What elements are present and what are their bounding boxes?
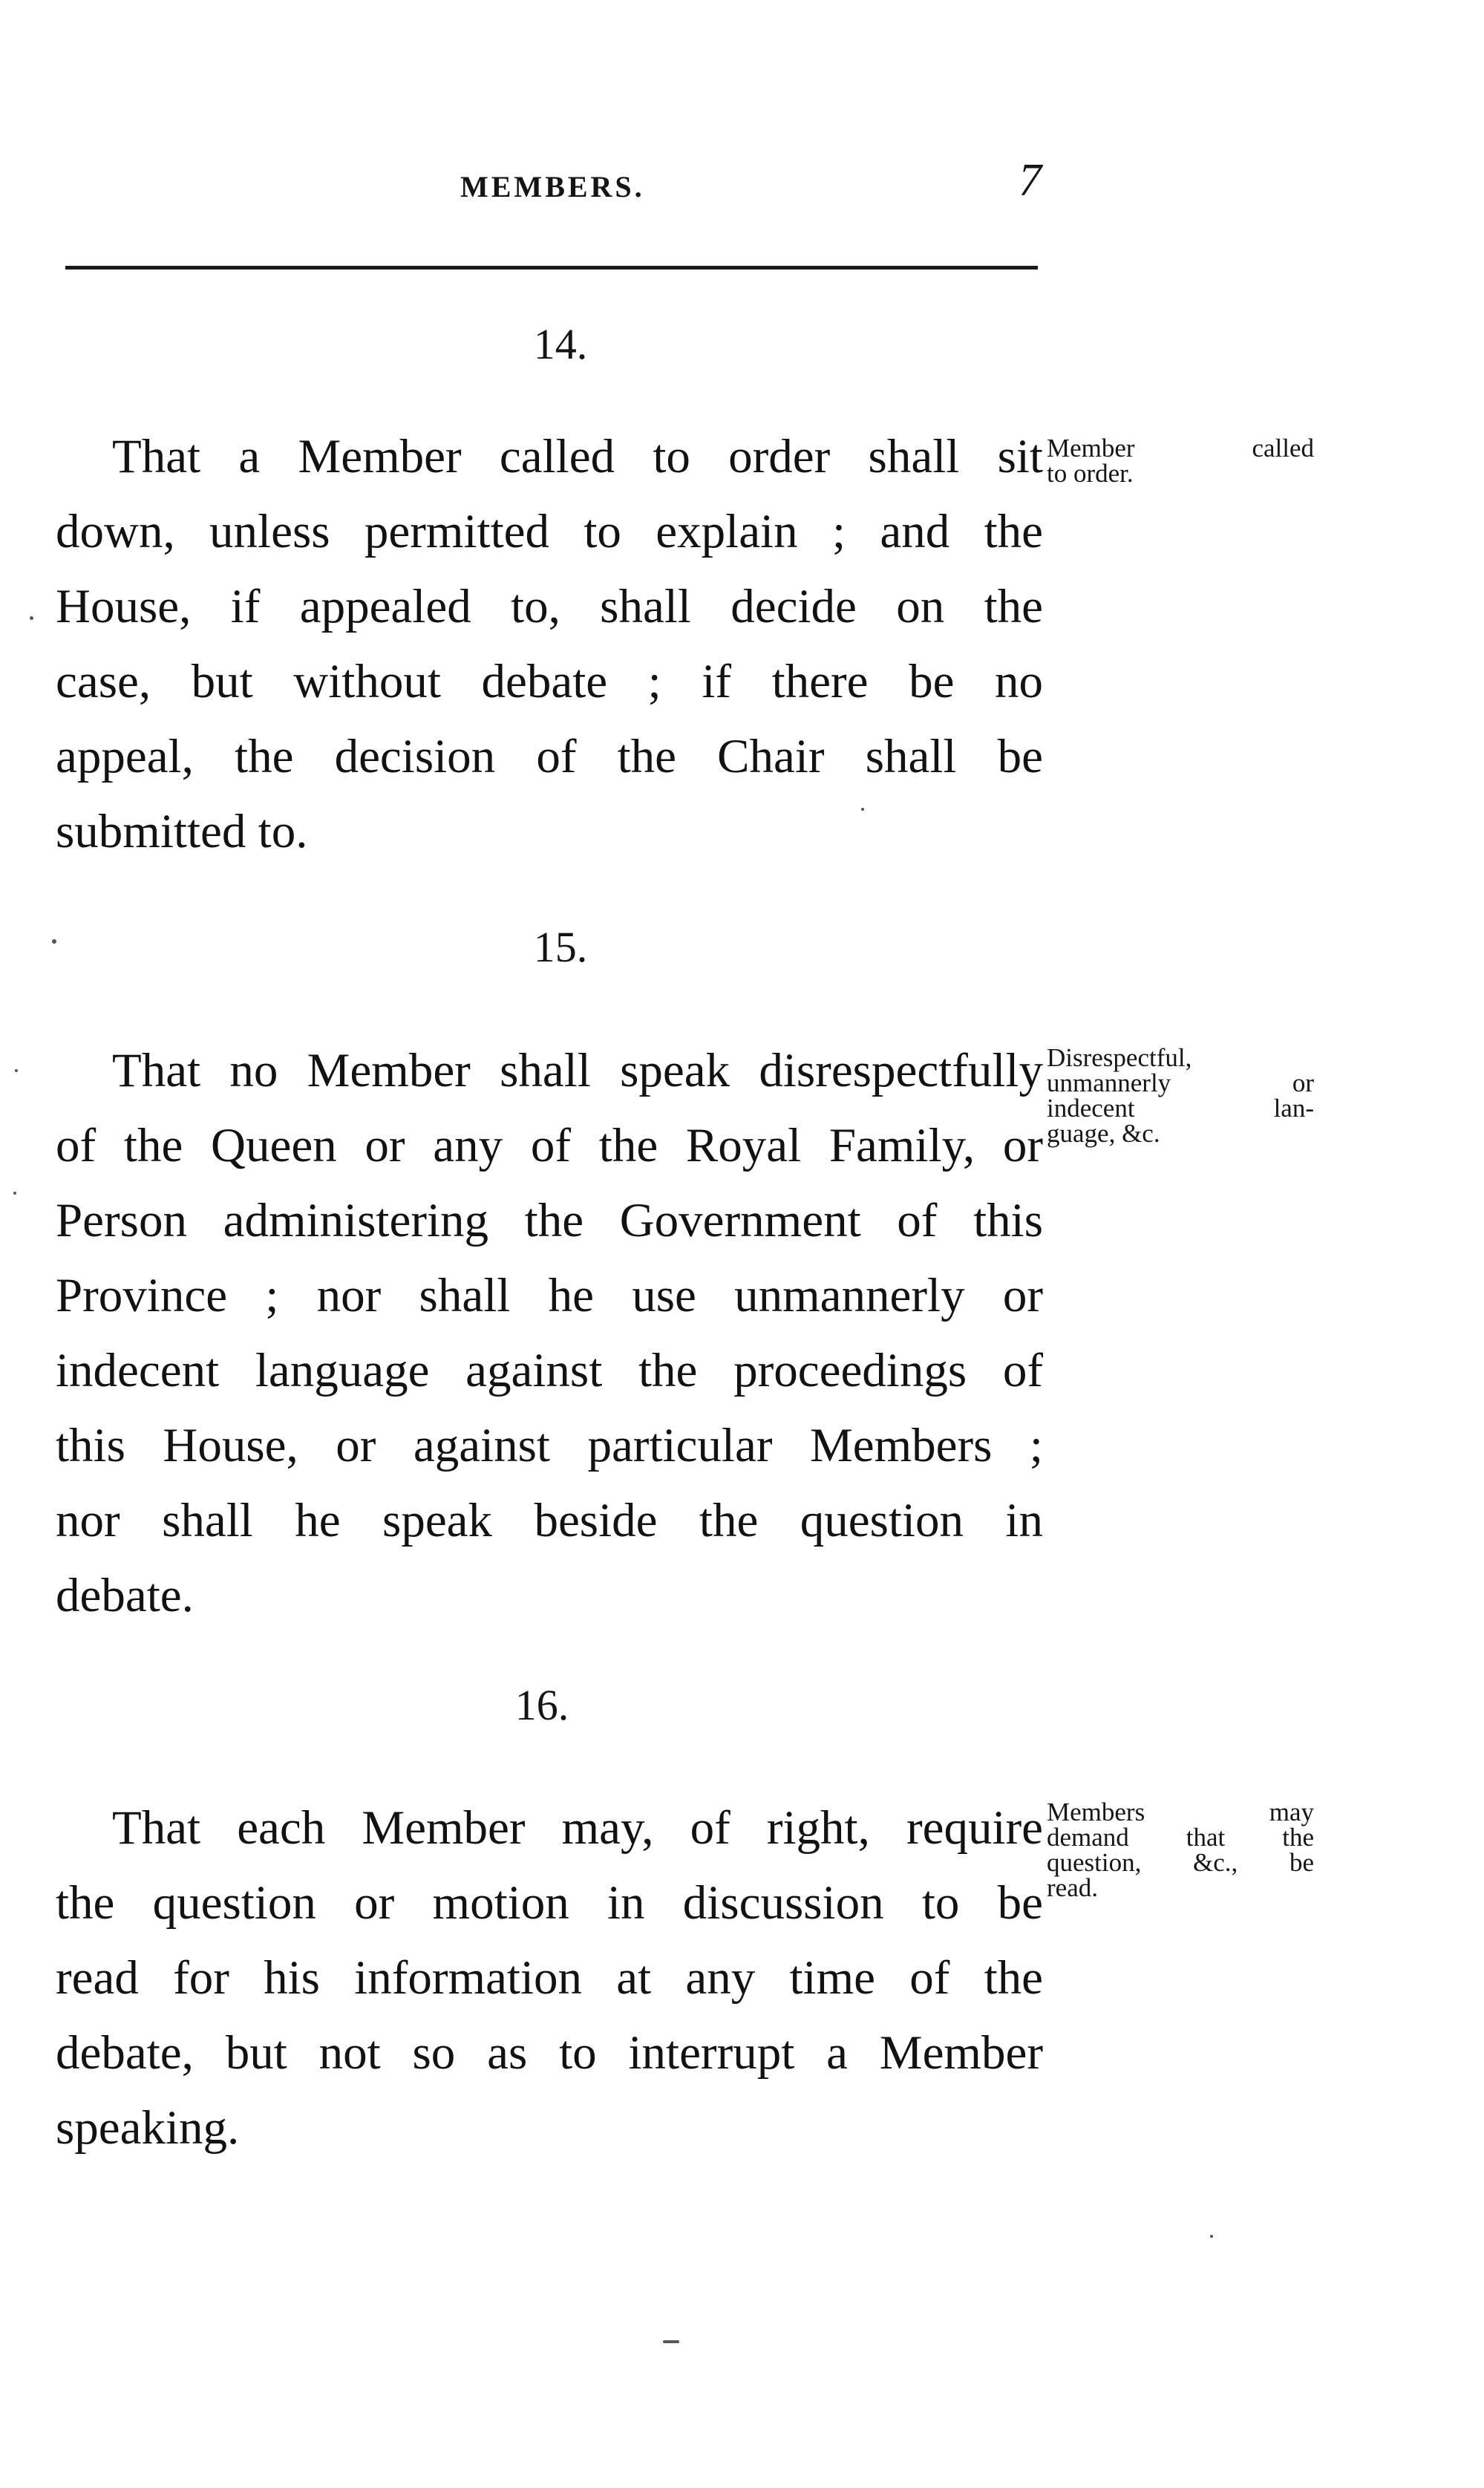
side-note-line: read. <box>1047 1873 1098 1902</box>
side-note-line: guage, &c. <box>1047 1119 1160 1148</box>
text-line: Province ; nor shall he use unmannerly or <box>56 1269 1043 1322</box>
side-note-line: unmannerly or <box>1047 1068 1314 1097</box>
text-line: read for his information at any time of the <box>56 1951 1043 2005</box>
section-number-14: 14. <box>533 320 588 368</box>
text-line: this House, or against particular Members ; <box>56 1419 1043 1472</box>
side-note-line: Members may <box>1047 1798 1314 1826</box>
text-line: indecent language against the proceedings of <box>56 1344 1043 1397</box>
scan-speck <box>861 808 864 811</box>
text-line: case, but without debate ; if there be no <box>56 655 1043 708</box>
side-note-line: Disrespectful, <box>1047 1043 1192 1072</box>
side-note-line: Member called <box>1047 434 1314 463</box>
text-line: debate. <box>56 1569 194 1622</box>
text-line: That a Member called to order shall sit <box>112 430 1043 483</box>
scan-speck <box>30 616 33 620</box>
running-head: MEMBERS. <box>460 170 645 203</box>
text-line: appeal, the decision of the Chair shall be <box>56 730 1043 783</box>
section-15-text <box>56 1034 1043 1633</box>
side-note-line: demand that the <box>1047 1823 1314 1852</box>
text-line: Person administering the Government of this <box>56 1194 1043 1247</box>
header-rule <box>65 266 1038 270</box>
side-note-disrespectful-language <box>1047 1045 1314 1146</box>
text-line: of the Queen or any of the Royal Family, or <box>56 1119 1043 1172</box>
scan-speck <box>1210 2235 1213 2238</box>
section-number-15: 15. <box>533 923 588 971</box>
section-16-text <box>56 1791 1043 2166</box>
text-line: House, if appealed to, shall decide on the <box>56 580 1043 633</box>
text-line: the question or motion in discussion to be <box>56 1876 1043 1930</box>
text-line: nor shall he speak beside the question in <box>56 1494 1043 1547</box>
side-note-member-called-to-order <box>1047 436 1314 486</box>
text-line: debate, but not so as to interrupt a Member <box>56 2026 1043 2080</box>
text-line: That no Member shall speak disrespectfully <box>112 1044 1043 1097</box>
side-note-members-may-demand <box>1047 1800 1314 1901</box>
scan-speck <box>13 1192 16 1195</box>
side-note-line: question, &c., be <box>1047 1848 1314 1877</box>
page-number: 7 <box>1019 155 1042 206</box>
section-14-text <box>56 419 1043 869</box>
scan-speck <box>15 1069 18 1072</box>
text-line: submitted to. <box>56 805 308 858</box>
scan-speck <box>52 939 56 944</box>
text-line: down, unless permitted to explain ; and the <box>56 505 1043 558</box>
text-line: That each Member may, of right, require <box>112 1801 1043 1855</box>
side-note-line: to order. <box>1047 459 1134 488</box>
scan-speck <box>663 2340 679 2343</box>
text-line: speaking. <box>56 2101 240 2155</box>
section-number-16: 16. <box>514 1681 569 1729</box>
side-note-line: indecent lan- <box>1047 1094 1314 1123</box>
